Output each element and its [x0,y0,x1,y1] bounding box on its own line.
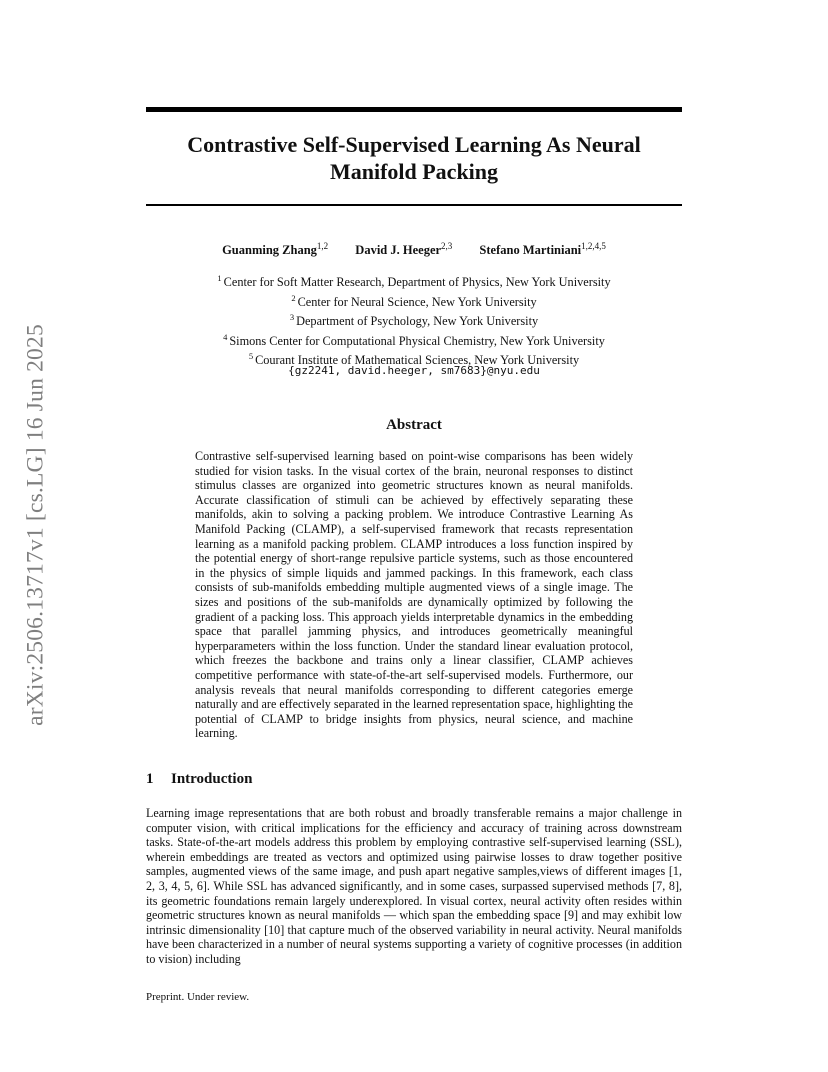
author-1: Guanming Zhang$^{1,2}$ [222,241,329,258]
section-heading-introduction [146,771,252,788]
paper-title [146,131,682,185]
author-3: Stefano Martiniani$^{1,2,4,5}$ [479,241,606,258]
abstract-body: Contrastive self-supervised learning based on point-wise comparisons has been widely studied for vision tasks. In the visual cortex of the brain, neuronal responses to distinct stimulus classes are organized into geometric structures known as neural manifolds. Accurate classification of stimuli can be achieved by effectively separating these manifolds, akin to solving a packing problem. We introduce Contrastive Learning As Manifold Packing (CLAMP), a self-supervised framework that recasts representation learning as a manifold packing problem. CLAMP introduces a loss function inspired by the potential energy of short-range repulsive particle systems, such as those encountered in the physics of simple liquids and jammed packings. In this framework, each class consists of sub-manifolds embedding multiple augmented views of a single image. The sizes and positions of the sub-manifolds are dynamically optimized by following the gradient of a packing loss. This approach yields interpretable dynamics in the embedding space that parallel jamming physics, and introduces geometrically meaningful hyperparameters within the loss function. Under the standard linear evaluation protocol, which freezes the backbone and trains only a linear classifier, CLAMP achieves competitive performance with state-of-the-art self-supervised models. Furthermore, our analysis reveals that neural manifolds corresponding to different categories emerge naturally and are effectively separated in the learned representation space, highlighting the potential of CLAMP to bridge insights from physics, neural science, and machine learning. [195,449,633,741]
title-bottom-rule [146,204,682,206]
author-emails[interactable]: {gz2241, david.heeger, sm7683}@nyu.edu [288,364,540,377]
arxiv-identifier: arXiv:2506.13717v1 [cs.LG] 16 Jun 2025 [22,324,49,726]
title-line-2: Manifold Packing [329,159,499,184]
title-top-rule [146,107,682,112]
section-title: Introduction [171,771,253,787]
affiliation-3: $^3$ Department of Psychology, New York University [289,312,539,329]
author-2: David J. Heeger$^{2,3}$ [355,241,453,258]
affiliation-2: $^2$ Center for Neural Science, New York University [291,292,537,309]
author-list [146,241,682,258]
affiliation-list [146,271,682,369]
affiliation-5: $^5$ Courant Institute of Mathematical Sciences, New York University [248,351,580,368]
abstract-heading: Abstract [386,417,442,433]
preprint-footer: Preprint. Under review. [146,991,250,1003]
affiliation-4: $^4$ Simons Center for Computational Physical Chemistry, New York University [223,331,605,348]
arxiv-side-stamp [24,288,48,762]
title-line-1: Contrastive Self-Supervised Learning As Neural [187,132,641,157]
section-number: 1 [146,771,154,787]
affiliation-1: $^1$ Center for Soft Matter Research, Department of Physics, New York University [217,273,611,290]
introduction-paragraph: Learning image representations that are both robust and broadly transferable remains a major challenge in computer vision, with critical implications for the efficiency and accuracy of training across downstream tasks. State-of-the-art models address this problem by employing contrastive self-supervised learning (SSL), wherein embeddings are treated as vectors and optimized using pairwise losses to draw together positive samples, augmented views of the same image, and push apart negative samples,views of different images [1, 2, 3, 4, 5, 6]. While SSL has advanced significantly, and in some cases, surpassed supervised methods [7, 8], its geometric foundations remain largely underexplored. In visual cortex, neural activity often resides within geometric structures known as neural manifolds — which span the embedding space [9] and may exhibit low intrinsic dimensionality [10] that capture much of the observed variability in neural activity. Neural manifolds have been characterized in a number of neural systems supporting a variety of cognitive processes (in addition to vision) including [146,806,682,966]
